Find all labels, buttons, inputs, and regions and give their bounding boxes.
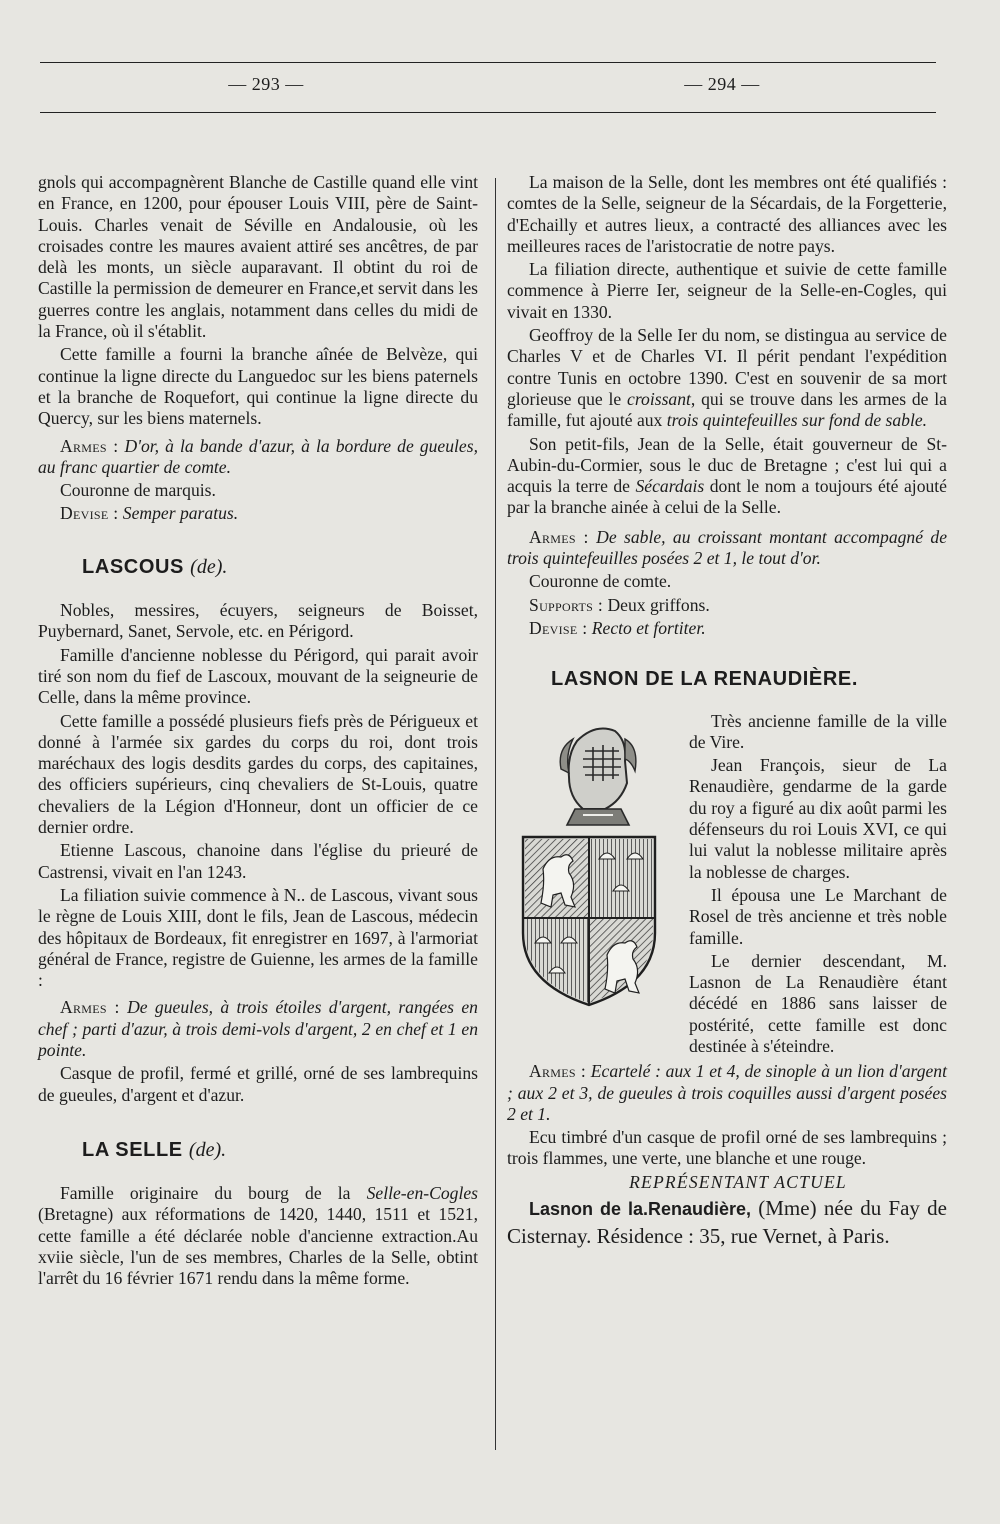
- paragraph: Famille d'ancienne noblesse du Périgord, qui parait avoir tiré son nom du fief de Lascoux, mouvant de la seigneurie de Celle, dans la même province.: [38, 644, 478, 708]
- couronne-line: Couronne de marquis.: [60, 480, 216, 501]
- coat-of-arms-icon: [519, 833, 659, 1008]
- paragraph: gnols qui accompagnèrent Blanche de Castille quand elle vint en France, en 1200, pour épouser Louis VIII, père de Saint-Louis. Charles venait de Séville en Andalousie, où les croisades contre les maures avaient attiré ses ancêtres, de par delà les monts, un siècle auparavant. Il obtint du roi de Castille la permission de demeurer en France,et servit dans les guerres contre les anglais, notamment dans celles du midi de la France, où il s'établit.: [38, 172, 478, 342]
- header-rule-top: [40, 62, 936, 63]
- paragraph: Il épousa une Le Marchant de Rosel de très ancienne et très noble famille.: [689, 884, 947, 948]
- paragraph: Etienne Lascous, chanoine dans l'église du prieuré de Castrensi, vivait en l'an 1243.: [38, 840, 478, 882]
- section-heading-lascous: LASCOUS (de).: [82, 555, 228, 578]
- armes-line: Armes : De sable, au croissant montant accompagné de trois quintefeuilles posées 2 et 1, le tout d'or.: [507, 526, 948, 569]
- float-text: [689, 711, 947, 949]
- paragraph: Jean François, sieur de La Renaudière, gendarme de la garde du roy a figuré au dix août parmi les défenseurs du roi Louis XVI, ce qui lui valut la noblesse militaire après la noblesse de charges.: [689, 755, 947, 882]
- representant-title: REPRÉSENTANT ACTUEL: [629, 1171, 847, 1192]
- paragraph: Ecu timbré d'un casque de profil orné de ses lambrequins ; trois flammes, une verte, une blanche et une rouge.: [507, 1127, 947, 1169]
- helmet-icon: [555, 721, 641, 831]
- paragraph: Nobles, messires, écuyers, seigneurs de Boisset, Puybernard, Sanet, Servole, etc. en Périgord.: [38, 600, 478, 642]
- paragraph: Geoffroy de la Selle Ier du nom, se distingua au service de Charles V et de Charles VI. Il périt pendant l'expédition contre Tunis en octobre 1390. C'est en souvenir de sa mort glorieuse que le croissant, qui se trouve dans les armes de la famille, fut ajouté aux trois quintefeuilles sur fond de sable.: [507, 325, 947, 431]
- armes-line: Armes : De gueules, à trois étoiles d'argent, rangées en chef ; parti d'azur, à trois demi-vols d'argent, 2 en chef et 1 en pointe.: [38, 997, 478, 1060]
- left-column: [38, 172, 478, 1292]
- devise-line: Devise : Recto et fortiter.: [529, 617, 706, 638]
- paragraph: La maison de la Selle, dont les membres ont été qualifiés : comtes de la Selle, seigneur de la Sécardais, de la Forgetterie, d'Echailly et autres lieux, a contracté des alliances avec les meilleures races de l'aristocratie de notre pays.: [507, 172, 947, 256]
- section-heading-la-selle: LA SELLE (de).: [82, 1138, 227, 1161]
- paragraph: Cette famille a possédé plusieurs fiefs près de Périgueux et donné à l'armée six gardes du corps du roi, dont trois maréchaux des logis desdits gardes du corps, des capitaines, des officiers supérieurs, cinq chevaliers de St-Louis, quatre chevaliers de la Légion d'Honneur, dont un officier de ce dernier ordre.: [38, 710, 478, 838]
- paragraph: Famille originaire du bourg de la Selle-en-Cogles (Bretagne) aux réformations de 1420, 1440, 1511 et 1521, cette famille a été déclarée noble d'ancienne extraction.Au xviie siècle, l'un de ses membres, Charles de la Selle, obtint l'arrêt du 16 février 1671 rendu dans la même forme.: [38, 1183, 478, 1289]
- paragraph: Le dernier descendant, M. Lasnon de La Renaudière étant décédé en 1886 sans laisser de postérité, cette famille est donc destinée à s'éteindre.: [689, 950, 947, 1056]
- paragraph: Très ancienne famille de la ville de Vire.: [689, 710, 947, 752]
- paragraph: La filiation suivie commence à N.. de Lascous, vivant sous le règne de Louis XIII, dont le fils, Jean de Lascous, médecin des hôpitaux de Bordeaux, fit enregistrer en 1697, à l'armoriat général de France, registre de Guienne, les armes de la famille :: [38, 884, 478, 991]
- paragraph: La filiation directe, authentique et suivie de cette famille commence à Pierre Ier, seigneur de la Selle-en-Cogles, qui vivait en 1330.: [507, 259, 947, 322]
- section-heading-lasnon: LASNON DE LA RENAUDIÈRE.: [551, 668, 859, 691]
- paragraph: Son petit-fils, Jean de la Selle, était gouverneur de St-Aubin-du-Cormier, sous le duc de Bretagne ; c'est lui qui a acquis la terre de Sécardais dont le nom a toujours été ajouté par la branche ainée à celui de la Selle.: [507, 433, 947, 518]
- column-divider: [495, 178, 496, 1450]
- couronne-line: Couronne de comte.: [529, 571, 672, 592]
- representant-text: Lasnon de la.Renaudière, (Mme) née du Fay de Cisternay. Résidence : 35, rue Vernet, à Paris.: [507, 1196, 947, 1249]
- page-number-left: — 293 —: [228, 74, 304, 94]
- supports-line: Supports : Deux griffons.: [529, 594, 710, 615]
- armes-line: Armes : D'or, à la bande d'azur, à la bordure de gueules, au franc quartier de comte.: [38, 435, 478, 477]
- illustrated-section: [507, 711, 947, 1058]
- header-rule-bottom: [40, 112, 936, 113]
- paragraph: Cette famille a fourni la branche aînée de Belvèze, qui continue la ligne directe du Languedoc sur les biens paternels et la branche de Roquefort, qui continue la ligne directe du Quercy, sur les biens maternels.: [38, 344, 478, 429]
- page-number-right: — 294 —: [684, 74, 760, 94]
- devise-line: Devise : Semper paratus.: [60, 503, 239, 524]
- armes-line: Armes : Ecartelé : aux 1 et 4, de sinople à un lion d'argent ; aux 2 et 3, de gueules à trois coquilles aussi d'argent posées 2 et 1.: [507, 1061, 947, 1124]
- right-column: [507, 172, 947, 1252]
- paragraph: Casque de profil, fermé et grillé, orné de ses lambrequins de gueules, d'argent et d'azur.: [38, 1063, 478, 1105]
